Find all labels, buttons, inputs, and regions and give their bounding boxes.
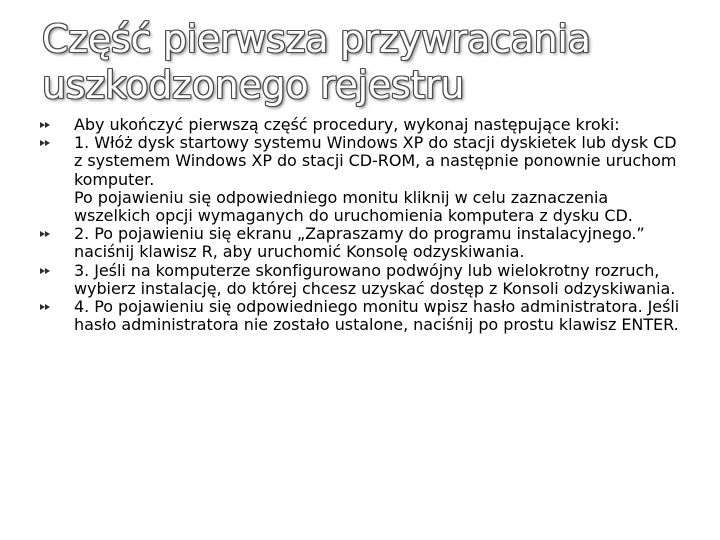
slide-title-line-1: Część pierwsza przywracania: [42, 17, 591, 61]
bullet-item-step-3: [40, 262, 680, 298]
bullet-text: 1. Włóż dysk startowy systemu Windows XP do stacji dyskietek lub dysk CD z systemem Windows XP do stacji CD-ROM, a następnie ponownie uruchom komputer.: [74, 133, 677, 189]
bullet-text: Aby ukończyć pierwszą część procedury, wykonaj następujące kroki:: [74, 115, 620, 134]
bullet-item-step-2: [40, 225, 680, 261]
bullet-text: 4. Po pojawieniu się odpowiedniego monitu wpisz hasło administratora. Jeśli hasło administratora nie zostało ustalone, naciśnij po prostu klawisz ENTER.: [74, 297, 680, 335]
bullet-text: 2. Po pojawieniu się ekranu „Zapraszamy do programu instalacyjnego.” naciśnij klawisz R, aby uruchomić Konsolę odzyskiwania.: [74, 224, 645, 262]
double-chevron-right-icon: [40, 140, 45, 146]
slide-title: [42, 16, 702, 108]
bullet-text: 3. Jeśli na komputerze skonfigurowano podwójny lub wielokrotny rozruch, wybierz instalację, do której chcesz uzyskać dostęp z Konsoli odzyskiwania.: [74, 260, 676, 298]
bullet-item-step-4: [40, 298, 680, 334]
double-chevron-right-icon: [40, 231, 45, 237]
bullet-item-step-1: [40, 134, 680, 225]
double-chevron-right-icon: [40, 268, 45, 274]
double-chevron-right-icon: [40, 304, 45, 310]
bullet-list: [40, 116, 680, 334]
double-chevron-right-icon: [40, 122, 45, 128]
bullet-text-continuation: Po pojawieniu się odpowiedniego monitu kliknij w celu zaznaczenia wszelkich opcji wymaganych do uruchomienia komputera z dysku CD.: [74, 187, 633, 226]
bullet-item-intro: [40, 116, 680, 134]
slide-title-line-2: uszkodzonego rejestru: [42, 63, 465, 107]
